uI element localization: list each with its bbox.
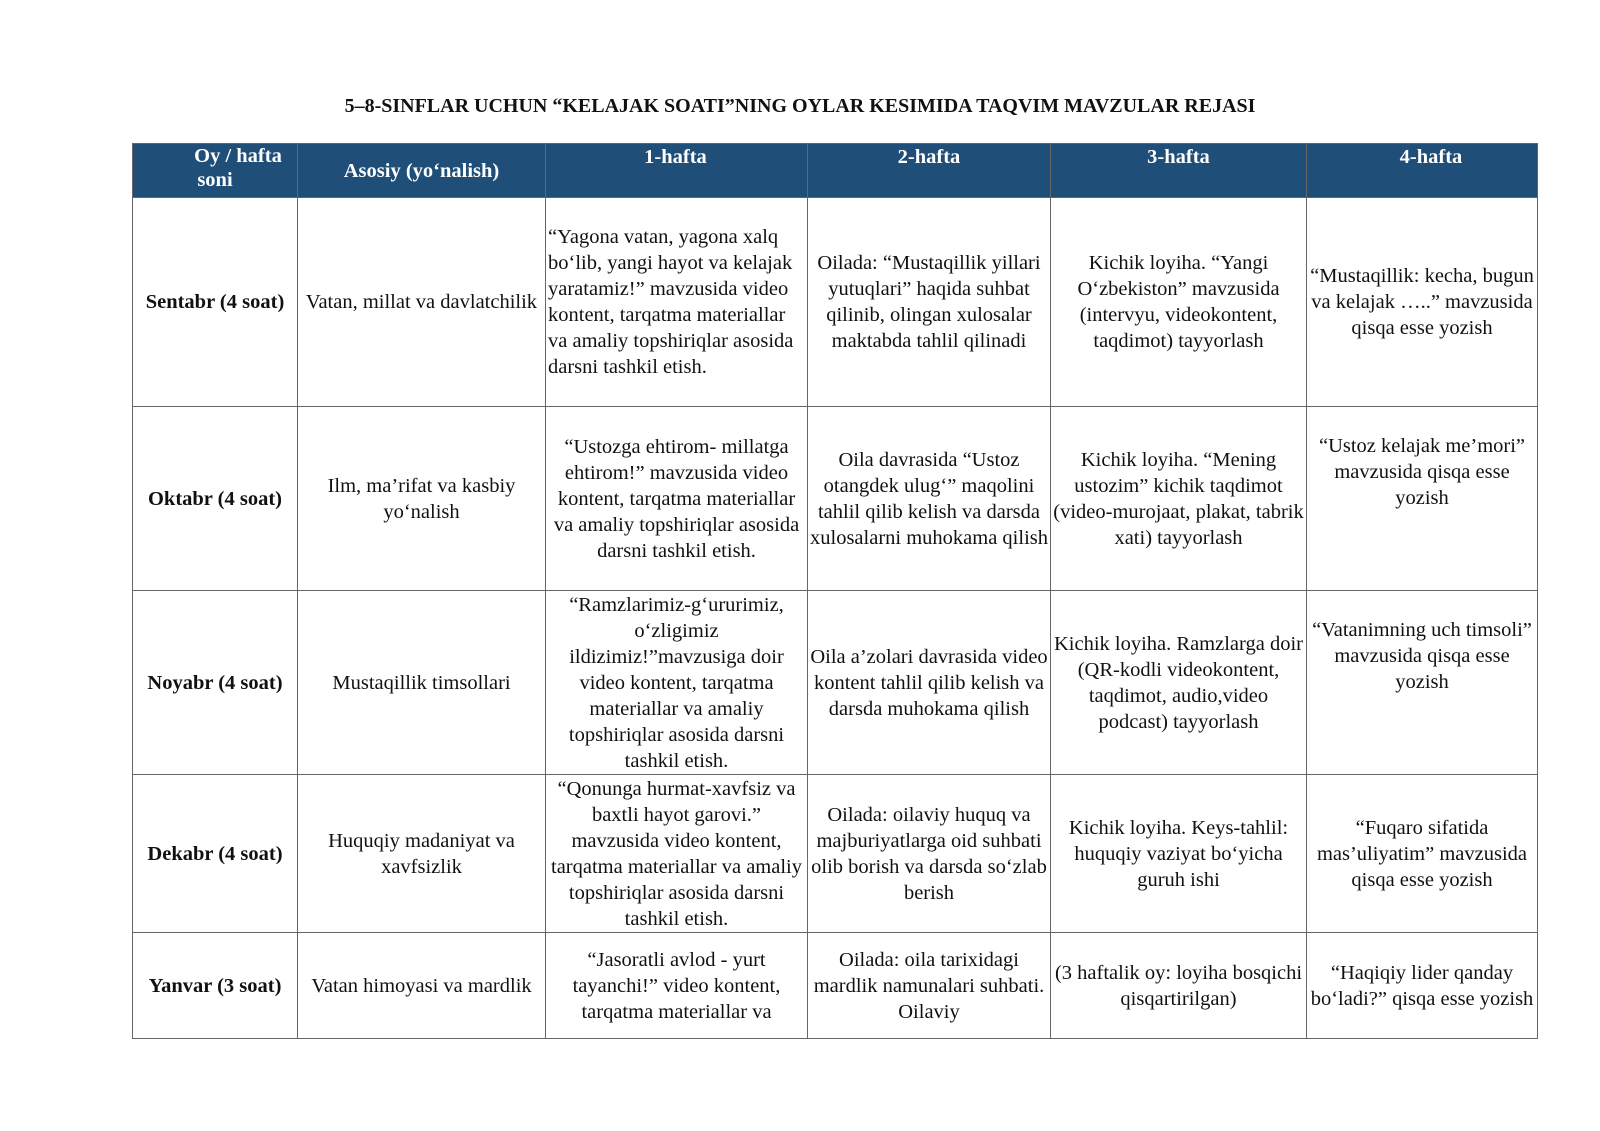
week1-cell: “Ramzlarimiz-g‘ururimiz, o‘zligimiz ildizimiz!”mavzusiga doir video kontent, tarqatma materiallar va amaliy topshiriqlar asosida darsni tashkil etish. xyxy=(546,591,808,775)
week1-cell: “Yagona vatan, yagona xalq bo‘lib, yangi hayot va kelajak yaratamiz!” mavzusida video kontent, tarqatma materiallar va amaliy topshiriqlar asosida darsni tashkil etish. xyxy=(546,198,808,407)
asosiy-cell: Mustaqillik timsollari xyxy=(298,591,546,775)
week3-cell: Kichik loyiha. “Yangi O‘zbekiston” mavzusida (intervyu, videokontent, taqdimot) tayyorlash xyxy=(1051,198,1307,407)
header-week-3: 3-hafta xyxy=(1051,144,1307,198)
week2-cell: Oila davrasida “Ustoz otangdek ulug‘” maqolini tahlil qilib kelish va darsda xulosalarni muhokama qilish xyxy=(808,407,1051,591)
month-cell: Yanvar (3 soat) xyxy=(133,933,298,1039)
week1-cell: “Qonunga hurmat-xavfsiz va baxtli hayot garovi.” mavzusida video kontent, tarqatma materiallar va amaliy topshiriqlar asosida darsni tashkil etish. xyxy=(546,775,808,933)
week3-cell: Kichik loyiha. “Mening ustozim” kichik taqdimot (video-murojaat, plakat, tabrik xati) tayyorlash xyxy=(1051,407,1307,591)
month-cell: Oktabr (4 soat) xyxy=(133,407,298,591)
week1-cell: “Jasoratli avlod - yurt tayanchi!” video kontent, tarqatma materiallar va xyxy=(546,933,808,1039)
header-week-2: 2-hafta xyxy=(808,144,1051,198)
table-row xyxy=(133,591,1538,775)
table-row xyxy=(133,775,1538,933)
table-header-row xyxy=(133,144,1538,198)
week2-cell: Oilada: oilaviy huquq va majburiyatlarga oid suhbati olib borish va darsda so‘zlab berish xyxy=(808,775,1051,933)
week3-cell: (3 haftalik oy: loyiha bosqichi qisqartirilgan) xyxy=(1051,933,1307,1039)
week1-cell: “Ustozga ehtirom- millatga ehtirom!” mavzusida video kontent, tarqatma materiallar va amaliy topshiriqlar asosida darsni tashkil etish. xyxy=(546,407,808,591)
asosiy-cell: Huquqiy madaniyat va xavfsizlik xyxy=(298,775,546,933)
week4-cell: “Haqiqiy lider qanday bo‘ladi?” qisqa esse yozish xyxy=(1307,933,1538,1039)
week4-cell: “Fuqaro sifatida mas’uliyatim” mavzusida qisqa esse yozish xyxy=(1307,775,1538,933)
month-cell: Dekabr (4 soat) xyxy=(133,775,298,933)
asosiy-cell: Ilm, ma’rifat va kasbiy yo‘nalish xyxy=(298,407,546,591)
calendar-plan-table xyxy=(132,143,1538,1039)
header-asosiy: Asosiy (yo‘nalish) xyxy=(298,144,546,198)
table-row xyxy=(133,407,1538,591)
week2-cell: Oilada: oila tarixidagi mardlik namunalari suhbati. Oilaviy xyxy=(808,933,1051,1039)
week3-cell: Kichik loyiha. Ramzlarga doir (QR-kodli videokontent, taqdimot, audio,video podcast) tayyorlash xyxy=(1051,591,1307,775)
header-week-4: 4-hafta xyxy=(1307,144,1538,198)
week4-cell: “Vatanimning uch timsoli” mavzusida qisqa esse yozish xyxy=(1307,591,1538,775)
header-month-week-line1: Oy / hafta xyxy=(194,145,282,167)
week2-cell: Oila a’zolari davrasida video kontent tahlil qilib kelish va darsda muhokama qilish xyxy=(808,591,1051,775)
header-month-week-line2: soni xyxy=(197,169,233,191)
week3-cell: Kichik loyiha. Keys-tahlil: huquqiy vaziyat bo‘yicha guruh ishi xyxy=(1051,775,1307,933)
week4-cell: “Ustoz kelajak me’mori” mavzusida qisqa esse yozish xyxy=(1307,407,1538,591)
asosiy-cell: Vatan himoyasi va mardlik xyxy=(298,933,546,1039)
table-row xyxy=(133,198,1538,407)
table-row xyxy=(133,933,1538,1039)
asosiy-cell: Vatan, millat va davlatchilik xyxy=(298,198,546,407)
page-title: 5–8-SINFLAR UCHUN “KELAJAK SOATI”NING OYLAR KESIMIDA TAQVIM MAVZULAR REJASI xyxy=(344,95,1256,117)
week4-cell: “Mustaqillik: kecha, bugun va kelajak …..” mavzusida qisqa esse yozish xyxy=(1307,198,1538,407)
header-week-1: 1-hafta xyxy=(546,144,808,198)
month-cell: Noyabr (4 soat) xyxy=(133,591,298,775)
header-month-week xyxy=(133,144,298,198)
month-cell: Sentabr (4 soat) xyxy=(133,198,298,407)
week2-cell: Oilada: “Mustaqillik yillari yutuqlari” haqida suhbat qilinib, olingan xulosalar maktabda tahlil qilinadi xyxy=(808,198,1051,407)
